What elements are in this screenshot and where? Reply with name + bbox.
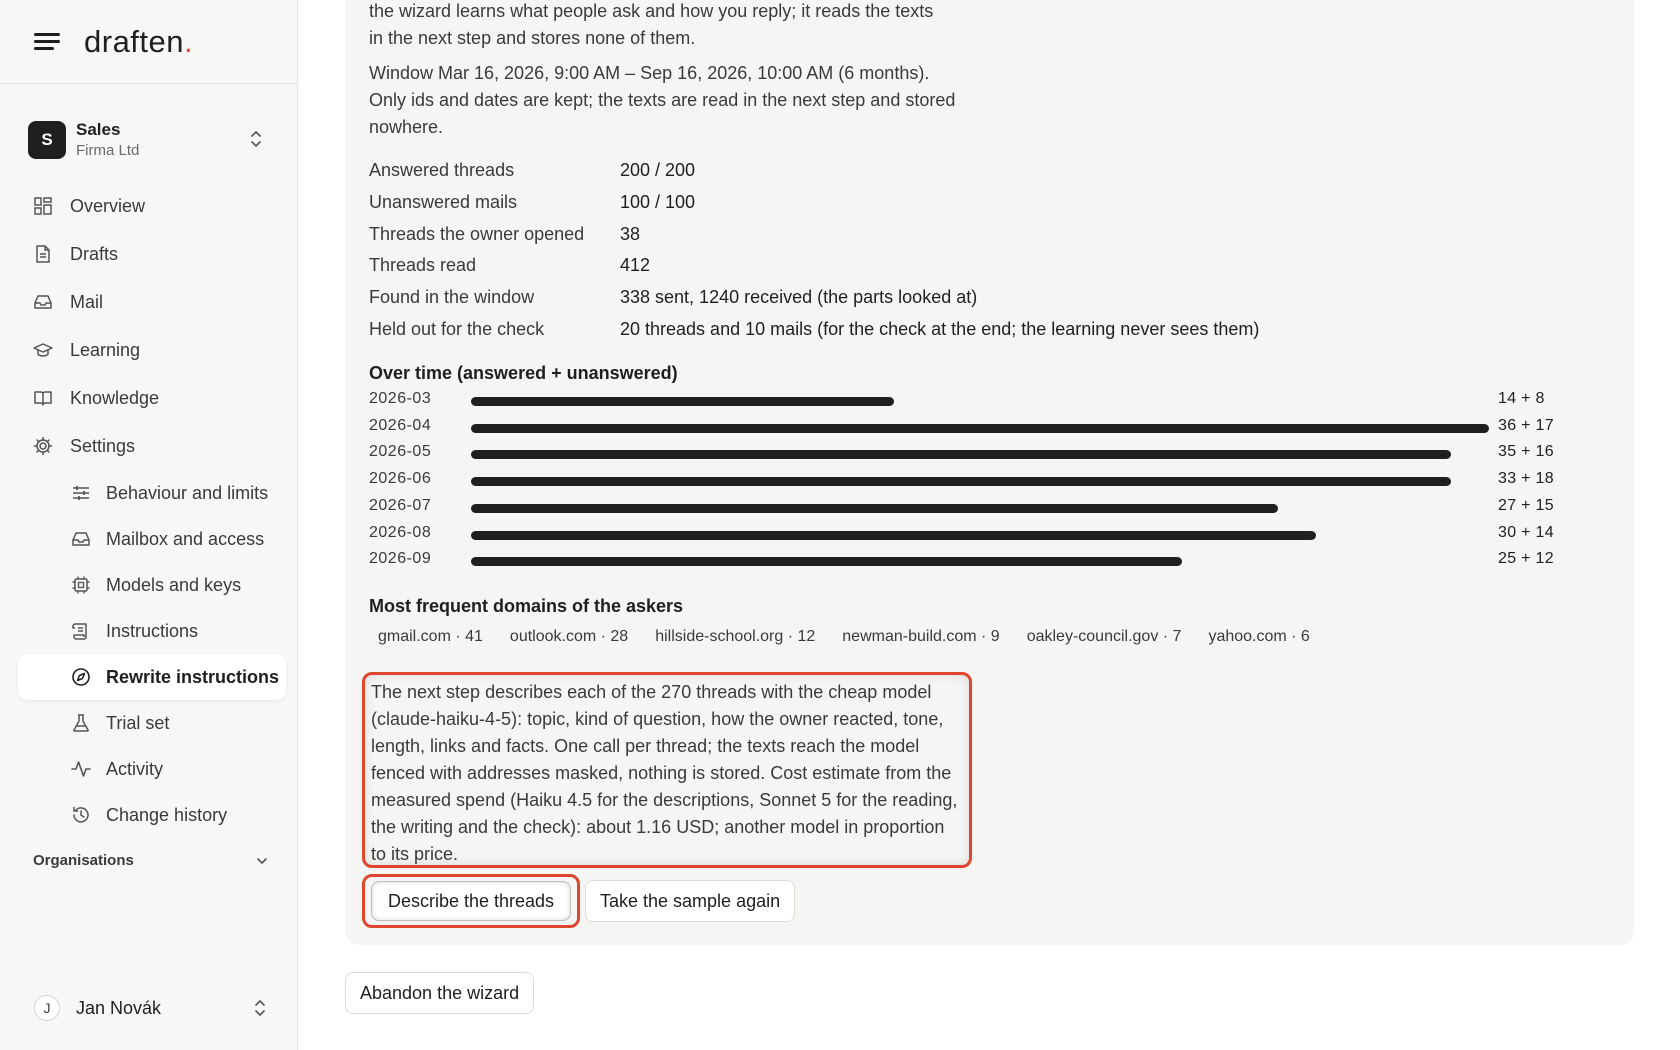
chart-data-label: 30 + 14 bbox=[1498, 523, 1554, 541]
gear-icon bbox=[32, 435, 54, 457]
window-text: Window Mar 16, 2026, 9:00 AM – Sep 16, 2026, 10:00 AM (6 months). Only ids and dates are kept; the texts are read in the next step and stored nowhere. bbox=[369, 63, 956, 137]
stat-label: Answered threads bbox=[369, 160, 515, 181]
sidebar-item-label: Behaviour and limits bbox=[106, 482, 269, 503]
sidebar-item-label: Rewrite instructions bbox=[106, 666, 280, 687]
chart-data-label: 35 + 16 bbox=[1498, 443, 1554, 461]
sidebar-item-label: Mail bbox=[70, 291, 104, 312]
stat-row bbox=[369, 250, 1259, 282]
chart-data-label: 36 + 17 bbox=[1498, 416, 1554, 434]
sidebar-item-settings[interactable] bbox=[18, 422, 286, 470]
sidebar-item-behaviour[interactable] bbox=[18, 470, 286, 516]
chevron-up-down-icon bbox=[252, 997, 268, 1019]
grid-icon bbox=[32, 195, 54, 217]
over-time-chart bbox=[369, 390, 1569, 575]
sidebar-item-label: Activity bbox=[106, 758, 164, 779]
stat-value: 38 bbox=[620, 223, 641, 244]
sidebar-item-label: Models and keys bbox=[106, 574, 242, 595]
stat-row bbox=[369, 282, 1259, 314]
stat-row bbox=[369, 218, 1259, 250]
sidebar-item-label: Instructions bbox=[106, 620, 199, 641]
history-icon bbox=[70, 804, 92, 826]
sidebar-item-label: Mailbox and access bbox=[106, 528, 265, 549]
stat-row bbox=[369, 187, 1259, 219]
chart-row bbox=[369, 524, 1569, 544]
brand-bar bbox=[0, 0, 297, 84]
chart-tick-label: 2026-03 bbox=[369, 390, 432, 407]
stat-label: Found in the window bbox=[369, 287, 535, 308]
org-switcher[interactable] bbox=[28, 116, 274, 164]
chart-tick-label: 2026-07 bbox=[369, 496, 432, 514]
sidebar-nav bbox=[18, 182, 286, 838]
chart-data-label: 33 + 18 bbox=[1498, 470, 1554, 488]
chart-bar bbox=[471, 504, 1278, 513]
chart-bar bbox=[471, 557, 1182, 566]
org-name: Sales bbox=[76, 120, 121, 139]
graduation-cap-icon bbox=[32, 339, 54, 361]
sidebar-item-change-history[interactable] bbox=[18, 792, 286, 838]
activity-icon bbox=[70, 758, 92, 780]
avatar: J bbox=[34, 995, 60, 1021]
stat-row bbox=[369, 313, 1259, 345]
describe-threads-button[interactable]: Describe the threads bbox=[371, 881, 571, 921]
inbox-icon bbox=[70, 528, 92, 550]
over-time-title: Over time (answered + unanswered) bbox=[369, 363, 678, 383]
abandon-wizard-button[interactable]: Abandon the wizard bbox=[345, 972, 534, 1014]
chart-tick-label: 2026-06 bbox=[369, 470, 432, 488]
sidebar-item-label: Drafts bbox=[70, 243, 119, 264]
stat-value: 412 bbox=[620, 255, 651, 276]
chart-row bbox=[369, 417, 1569, 437]
organisations-label: Organisations bbox=[33, 852, 134, 869]
chart-tick-label: 2026-09 bbox=[369, 550, 432, 568]
intro-text bbox=[369, 0, 969, 52]
chart-bar bbox=[471, 397, 894, 406]
domain-chip: yahoo.com · 6 bbox=[1208, 628, 1310, 645]
resample-button[interactable]: Take the sample again bbox=[585, 880, 795, 922]
chart-tick-label: 2026-08 bbox=[369, 523, 432, 541]
chart-row bbox=[369, 443, 1569, 463]
describe-button-highlight bbox=[362, 874, 580, 928]
sidebar-item-activity[interactable] bbox=[18, 746, 286, 792]
chart-data-label: 14 + 8 bbox=[1498, 390, 1545, 407]
sidebar-item-mail[interactable] bbox=[18, 278, 286, 326]
chart-bar bbox=[471, 424, 1489, 433]
sidebar-item-label: Overview bbox=[70, 195, 146, 216]
domain-chip: oakley-council.gov · 7 bbox=[1026, 628, 1182, 645]
domains-title: Most frequent domains of the askers bbox=[369, 596, 684, 616]
sidebar-item-label: Trial set bbox=[106, 712, 170, 733]
chart-bar bbox=[471, 531, 1316, 540]
sidebar-item-label: Learning bbox=[70, 339, 141, 360]
intro-line: the wizard learns what people ask and how you reply; it reads the texts bbox=[369, 1, 934, 21]
stat-label: Threads read bbox=[369, 255, 477, 276]
sidebar-item-label: Change history bbox=[106, 804, 228, 825]
chevron-up-down-icon bbox=[248, 128, 264, 150]
sidebar-item-mailbox[interactable] bbox=[18, 516, 286, 562]
sidebar-item-drafts[interactable] bbox=[18, 230, 286, 278]
sidebar-item-models[interactable] bbox=[18, 562, 286, 608]
sidebar-item-overview[interactable] bbox=[18, 182, 286, 230]
org-avatar: S bbox=[28, 121, 66, 159]
chart-tick-label: 2026-05 bbox=[369, 443, 432, 461]
stat-value: 338 sent, 1240 received (the parts looked at) bbox=[620, 287, 978, 308]
notice-text: The next step describes each of the 270 threads with the cheap model (claude-haiku-4-5): topic, kind of question, how the owner reacted, tone, length, links and facts. One call per thread; the texts reach the model fenced with addresses masked, nothing is stored. Cost estimate from the measured spend (Haiku 4.5 for the descriptions, Sonnet 5 for the reading, the writing and the check): about 1.16 USD; another model in proportion to its price. bbox=[371, 682, 958, 864]
org-company: Firma Ltd bbox=[76, 142, 140, 159]
sidebar-item-label: Knowledge bbox=[70, 387, 160, 408]
chart-bar bbox=[471, 477, 1451, 486]
scroll-icon bbox=[70, 620, 92, 642]
sidebar-item-rewrite-instructions[interactable] bbox=[18, 654, 286, 700]
cost-notice bbox=[362, 672, 972, 868]
chart-row bbox=[369, 390, 1569, 410]
chart-data-label: 25 + 12 bbox=[1498, 550, 1554, 568]
logo: draften. bbox=[84, 23, 194, 59]
intro-line: in the next step and stores none of them. bbox=[369, 28, 696, 48]
stat-label: Held out for the check bbox=[369, 318, 545, 339]
chart-row bbox=[369, 550, 1569, 570]
chevron-down-icon bbox=[255, 854, 269, 868]
stat-value: 20 threads and 10 mails (for the check at the end; the learning never sees them) bbox=[620, 318, 1260, 339]
book-icon bbox=[32, 387, 54, 409]
menu-icon[interactable] bbox=[34, 31, 60, 53]
stat-row bbox=[369, 155, 1259, 187]
chart-data-label: 27 + 15 bbox=[1498, 496, 1554, 514]
stat-label: Unanswered mails bbox=[369, 192, 518, 213]
stat-value: 200 / 200 bbox=[620, 160, 696, 181]
stats-table bbox=[369, 155, 1259, 345]
domain-chip: gmail.com · 41 bbox=[378, 628, 483, 645]
domain-chip: newman-build.com · 9 bbox=[842, 628, 1000, 645]
user-name: Jan Novák bbox=[76, 997, 162, 1018]
inbox-icon bbox=[32, 291, 54, 313]
stat-value: 100 / 100 bbox=[620, 192, 696, 213]
flask-icon bbox=[70, 712, 92, 734]
sidebar-item-trial-set[interactable] bbox=[18, 700, 286, 746]
organisations-toggle[interactable] bbox=[33, 852, 269, 869]
domains-list bbox=[378, 628, 1337, 646]
chart-bar bbox=[471, 450, 1451, 459]
cpu-icon bbox=[70, 574, 92, 596]
document-icon bbox=[32, 243, 54, 265]
chart-tick-label: 2026-04 bbox=[369, 416, 432, 434]
chart-row bbox=[369, 497, 1569, 517]
sliders-icon bbox=[70, 482, 92, 504]
sidebar-item-label: Settings bbox=[70, 435, 136, 456]
compass-icon bbox=[70, 666, 92, 688]
domain-chip: outlook.com · 28 bbox=[509, 628, 629, 645]
stat-label: Threads the owner opened bbox=[369, 223, 585, 244]
user-menu[interactable] bbox=[34, 993, 274, 1023]
domain-chip: hillside-school.org · 12 bbox=[655, 628, 816, 645]
sidebar-item-knowledge[interactable] bbox=[18, 374, 286, 422]
sidebar-item-learning[interactable] bbox=[18, 326, 286, 374]
sidebar-item-instructions[interactable] bbox=[18, 608, 286, 654]
sidebar bbox=[0, 0, 298, 1050]
chart-row bbox=[369, 470, 1569, 490]
